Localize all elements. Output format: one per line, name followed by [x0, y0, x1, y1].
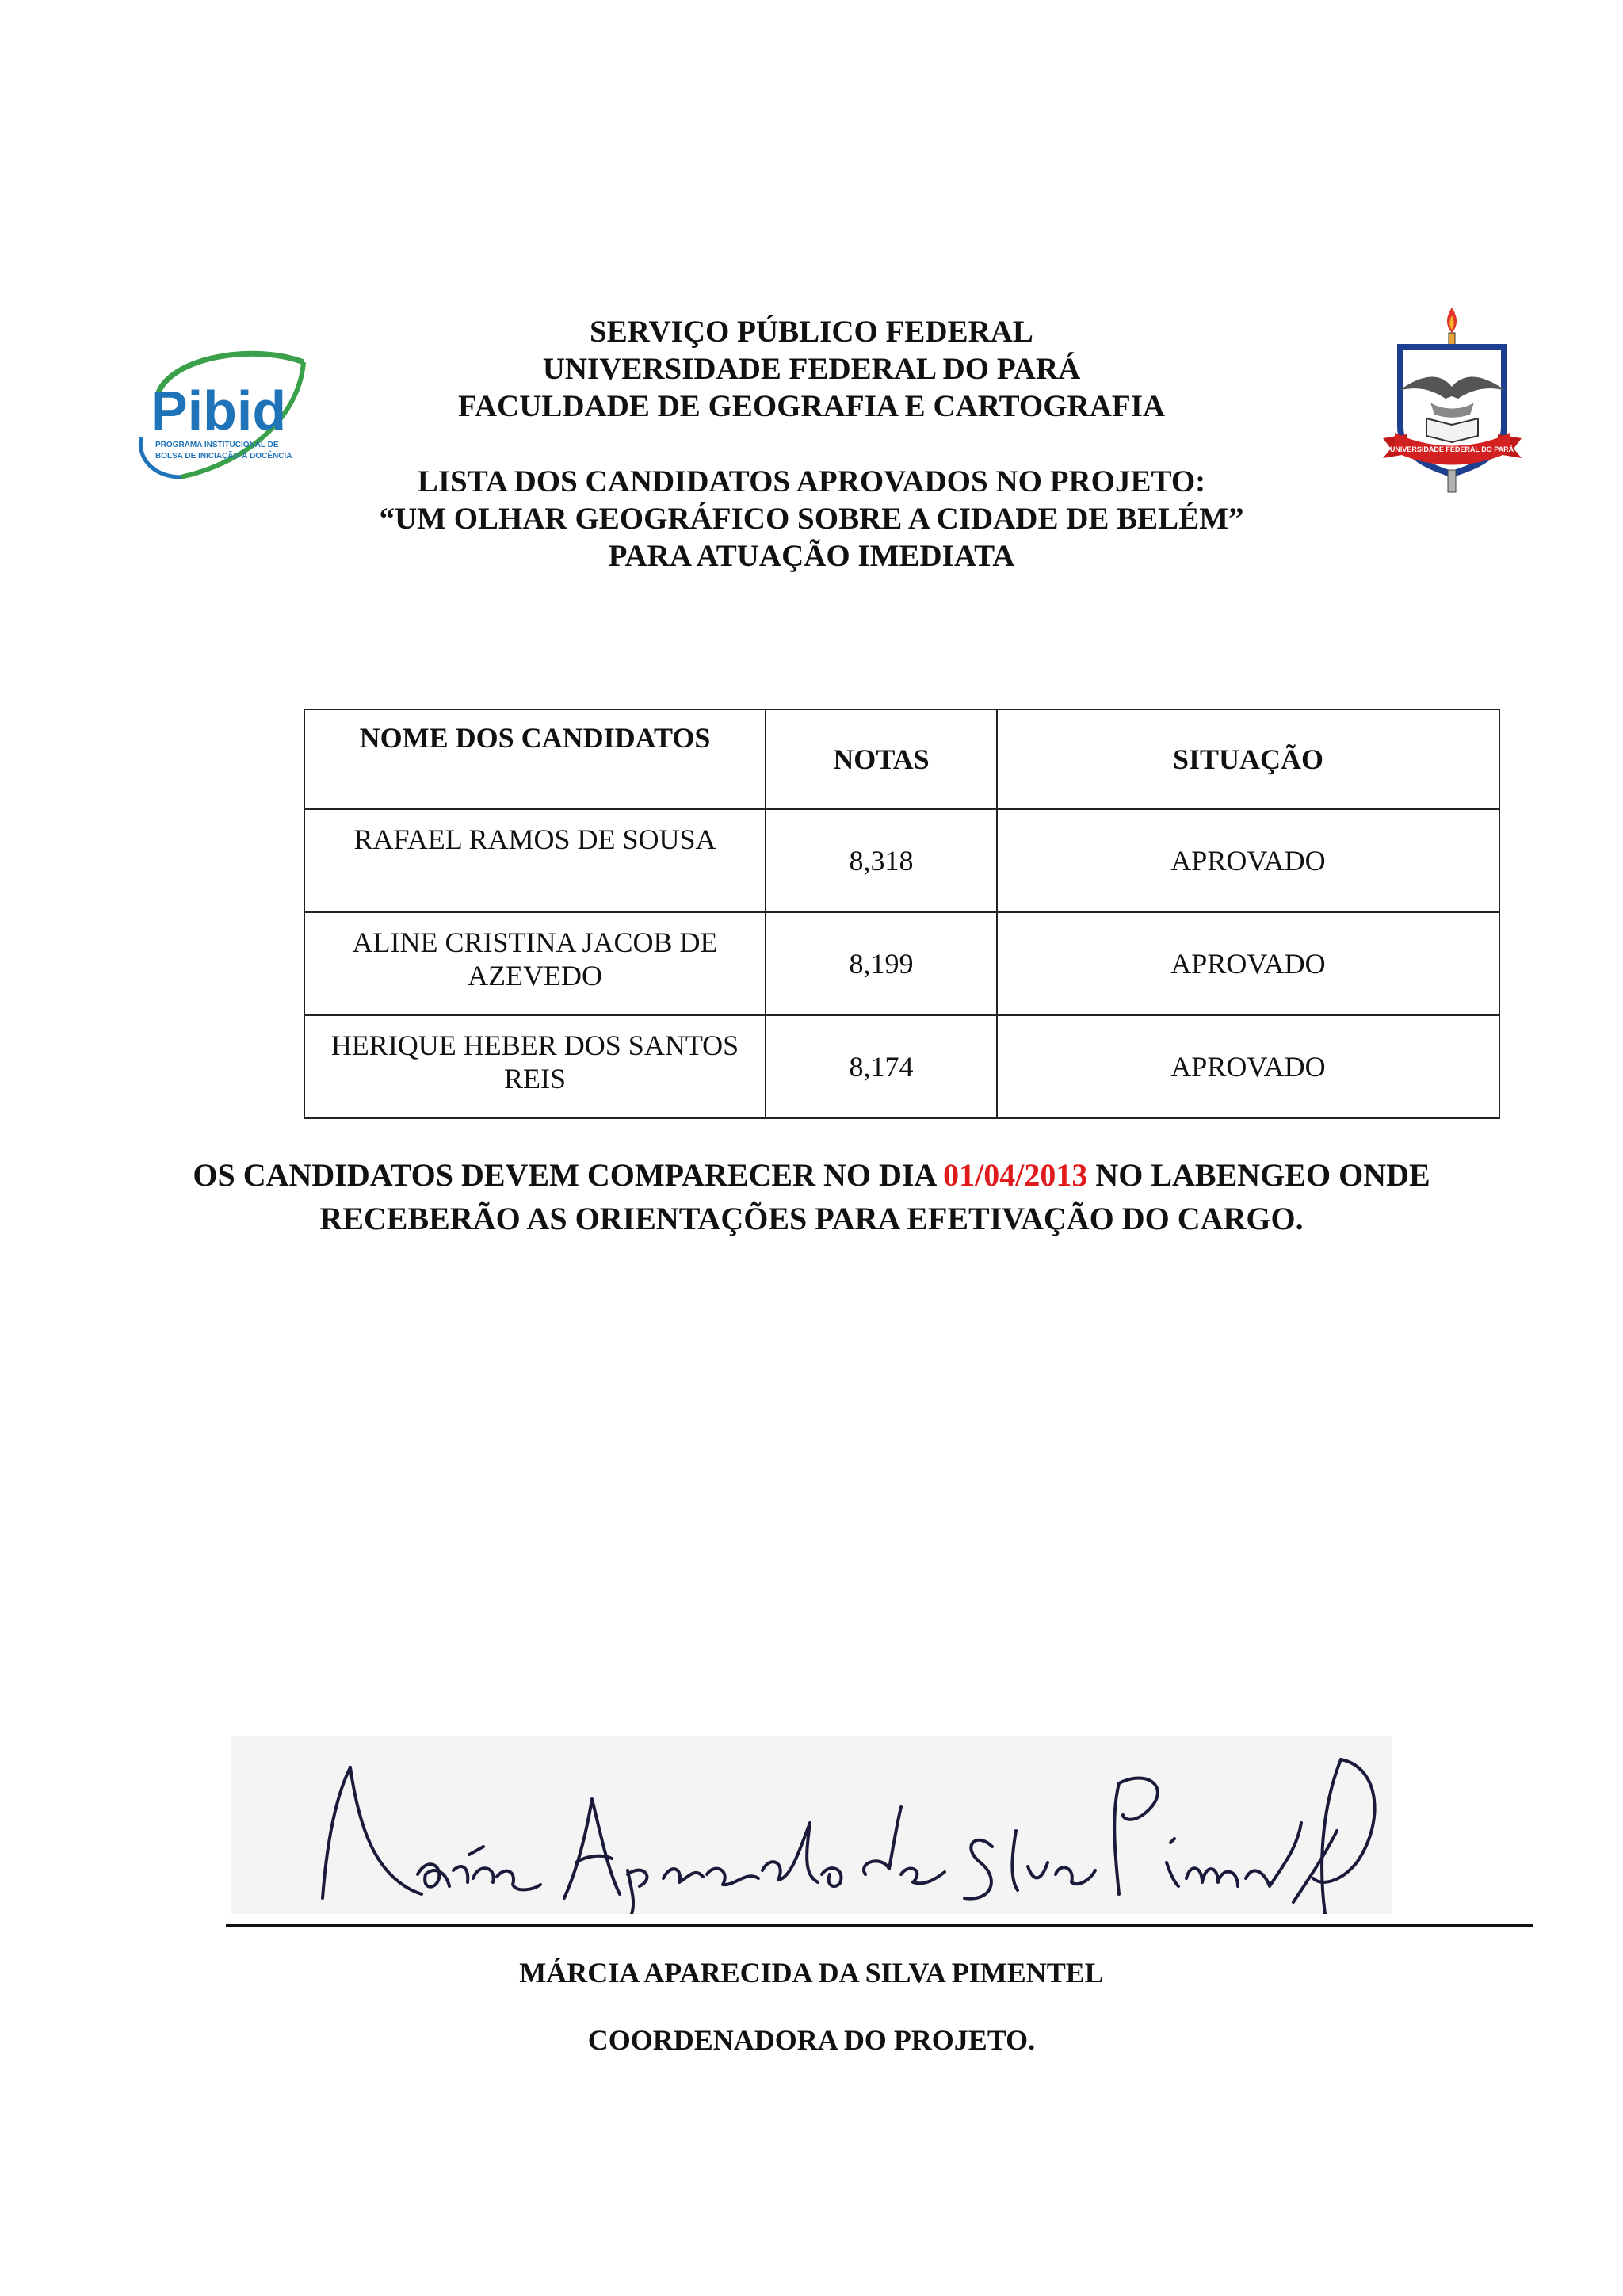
candidate-grade: 8,174 — [766, 1015, 997, 1118]
svg-text:PROGRAMA INSTITUCIONAL DE: PROGRAMA INSTITUCIONAL DE — [155, 441, 279, 449]
header-line-2: UNIVERSIDADE FEDERAL DO PARÁ — [542, 352, 1081, 386]
table-row — [304, 1015, 1499, 1118]
notice-text-before-date: OS CANDIDATOS DEVEM COMPARECER NO DIA — [193, 1157, 944, 1193]
attendance-notice — [0, 1153, 1623, 1240]
signature-line — [226, 1924, 1533, 1927]
svg-text:Pibid: Pibid — [151, 380, 287, 441]
list-title-line-1: LISTA DOS CANDIDATOS APROVADOS NO PROJETO: — [417, 464, 1206, 499]
header-line-3: FACULDADE DE GEOGRAFIA E CARTOGRAFIA — [457, 389, 1166, 423]
list-title-line-2: “UM OLHAR GEOGRÁFICO SOBRE A CIDADE DE BELÉM” — [379, 502, 1244, 536]
notice-line-2: RECEBERÃO AS ORIENTAÇÕES PARA EFETIVAÇÃO DO CARGO. — [319, 1201, 1304, 1236]
header-grade: NOTAS — [766, 709, 997, 809]
candidate-grade: 8,318 — [766, 809, 997, 912]
svg-text:UNIVERSIDADE FEDERAL DO PARÁ: UNIVERSIDADE FEDERAL DO PARÁ — [1389, 445, 1514, 453]
notice-line-1 — [0, 1153, 1623, 1197]
handwritten-signature — [231, 1736, 1392, 1914]
candidate-name: RAFAEL RAMOS DE SOUSA — [304, 809, 766, 912]
table-header-row — [304, 709, 1499, 809]
candidate-status: APROVADO — [997, 1015, 1499, 1118]
list-title-line-3: PARA ATUAÇÃO IMEDIATA — [608, 539, 1015, 573]
candidate-status: APROVADO — [997, 809, 1499, 912]
signer-name: MÁRCIA APARECIDA DA SILVA PIMENTEL — [519, 1957, 1104, 1988]
header-status: SITUAÇÃO — [997, 709, 1499, 809]
candidates-table — [304, 709, 1500, 1119]
signer-role: COORDENADORA DO PROJETO. — [587, 2024, 1036, 2056]
svg-text:BOLSA DE INICIAÇÃO À DOCÊNCIA: BOLSA DE INICIAÇÃO À DOCÊNCIA — [155, 452, 292, 460]
notice-date: 01/04/2013 — [943, 1157, 1088, 1193]
notice-text-after-date: NO LABENGEO ONDE — [1087, 1157, 1430, 1193]
header-name: NOME DOS CANDIDATOS — [304, 709, 766, 809]
header-line-1: SERVIÇO PÚBLICO FEDERAL — [590, 315, 1033, 349]
candidate-grade: 8,199 — [766, 912, 997, 1015]
candidate-name: ALINE CRISTINA JACOB DE AZEVEDO — [304, 912, 766, 1015]
document-header — [0, 313, 1623, 575]
table-row — [304, 809, 1499, 912]
candidate-status: APROVADO — [997, 912, 1499, 1015]
candidate-name: HERIQUE HEBER DOS SANTOS REIS — [304, 1015, 766, 1118]
table-row — [304, 912, 1499, 1015]
